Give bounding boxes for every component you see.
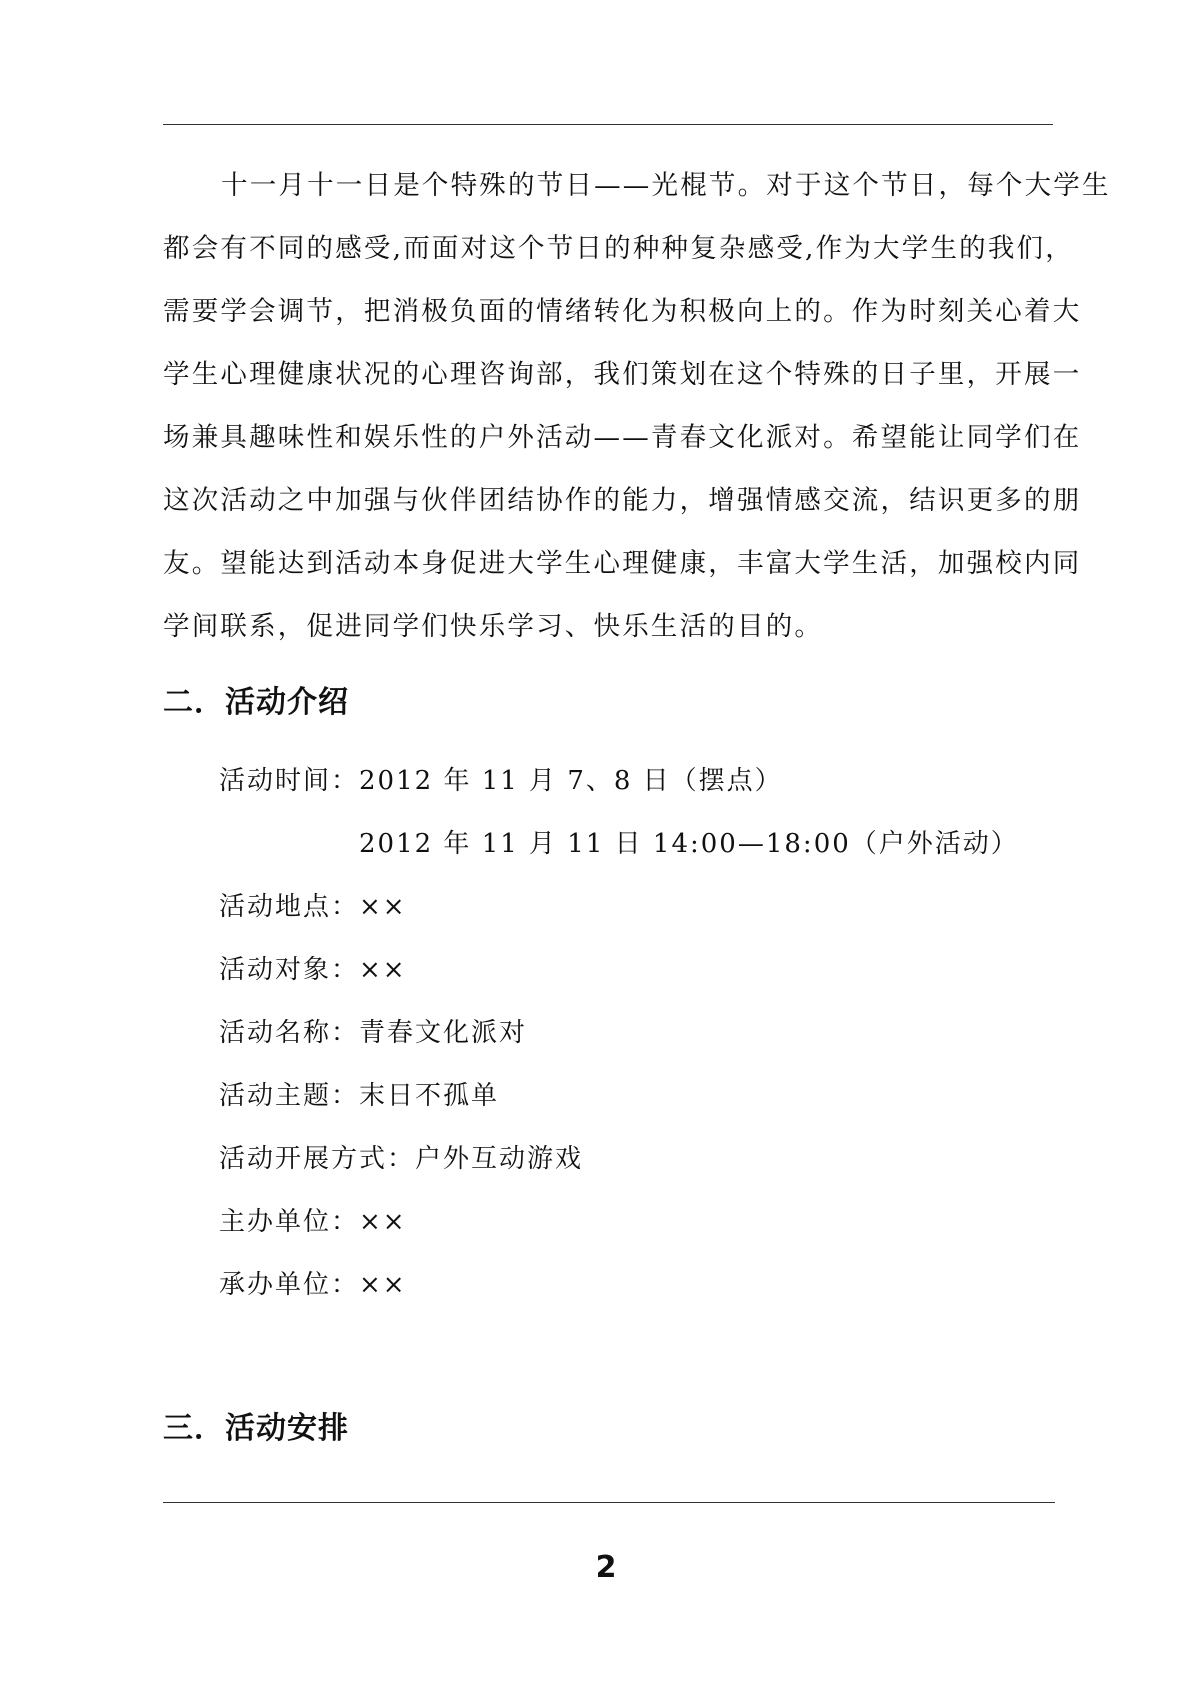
info-item-format <box>219 1128 1019 1191</box>
info-value-name: 青春文化派对 <box>359 1018 528 1048</box>
intro-line-3: 需要学会调节，把消极负面的情绪转化为积极向上的。作为时刻关心着大 <box>163 296 1082 327</box>
info-label-format: 活动开展方式： <box>219 1144 416 1174</box>
section-heading-activity-schedule: 三．活动安排 <box>163 1411 349 1446</box>
info-label-theme: 活动主题： <box>219 1081 360 1111</box>
info-item-organizer <box>219 1254 1019 1317</box>
page-number: 2 <box>595 1550 617 1585</box>
info-item-time <box>219 750 1019 813</box>
info-value-time-1: 2012 年 11 月 7、8 日（摆点） <box>359 766 783 796</box>
info-value-host: ×× <box>359 1207 407 1237</box>
info-item-host <box>219 1191 1019 1254</box>
info-item-time-continued <box>219 813 1019 876</box>
info-label-host: 主办单位： <box>219 1207 360 1237</box>
info-label-target: 活动对象： <box>219 955 360 985</box>
section-heading-activity-intro: 二．活动介绍 <box>163 685 349 720</box>
intro-line-7: 友。望能达到活动本身促进大学生心理健康，丰富大学生活，加强校内同 <box>163 548 1082 579</box>
info-value-theme: 末日不孤单 <box>359 1081 500 1111</box>
intro-line-6: 这次活动之中加强与伙伴团结协作的能力，增强情感交流，结识更多的朋 <box>163 485 1082 516</box>
intro-line-5: 场兼具趣味性和娱乐性的户外活动——青春文化派对。希望能让同学们在 <box>163 422 1082 453</box>
footer-rule <box>163 1502 1055 1503</box>
info-value-time-2: 2012 年 11 月 11 日 14:00—18:00（户外活动） <box>359 829 1019 859</box>
info-value-format: 户外互动游戏 <box>415 1144 584 1174</box>
info-label-time: 活动时间： <box>219 766 360 796</box>
info-value-place: ×× <box>359 892 407 922</box>
intro-line-1: 十一月十一日是个特殊的节日——光棍节。对于这个节日，每个大学生 <box>221 170 1111 201</box>
info-label-organizer: 承办单位： <box>219 1270 360 1300</box>
info-value-organizer: ×× <box>359 1270 407 1300</box>
header-rule <box>163 124 1053 125</box>
info-item-theme <box>219 1065 1019 1128</box>
info-label-place: 活动地点： <box>219 892 360 922</box>
intro-line-8: 学间联系，促进同学们快乐学习、快乐生活的目的。 <box>163 611 824 642</box>
intro-paragraph <box>163 154 1111 658</box>
info-value-target: ×× <box>359 955 407 985</box>
info-label-name: 活动名称： <box>219 1018 360 1048</box>
info-item-target <box>219 939 1019 1002</box>
intro-line-4: 学生心理健康状况的心理咨询部，我们策划在这个特殊的日子里，开展一 <box>163 359 1082 390</box>
activity-info-list <box>219 750 1019 1317</box>
info-item-name <box>219 1002 1019 1065</box>
intro-line-2: 都会有不同的感受,而面对这个节日的种种复杂感受,作为大学生的我们， <box>163 233 1074 264</box>
info-item-place <box>219 876 1019 939</box>
